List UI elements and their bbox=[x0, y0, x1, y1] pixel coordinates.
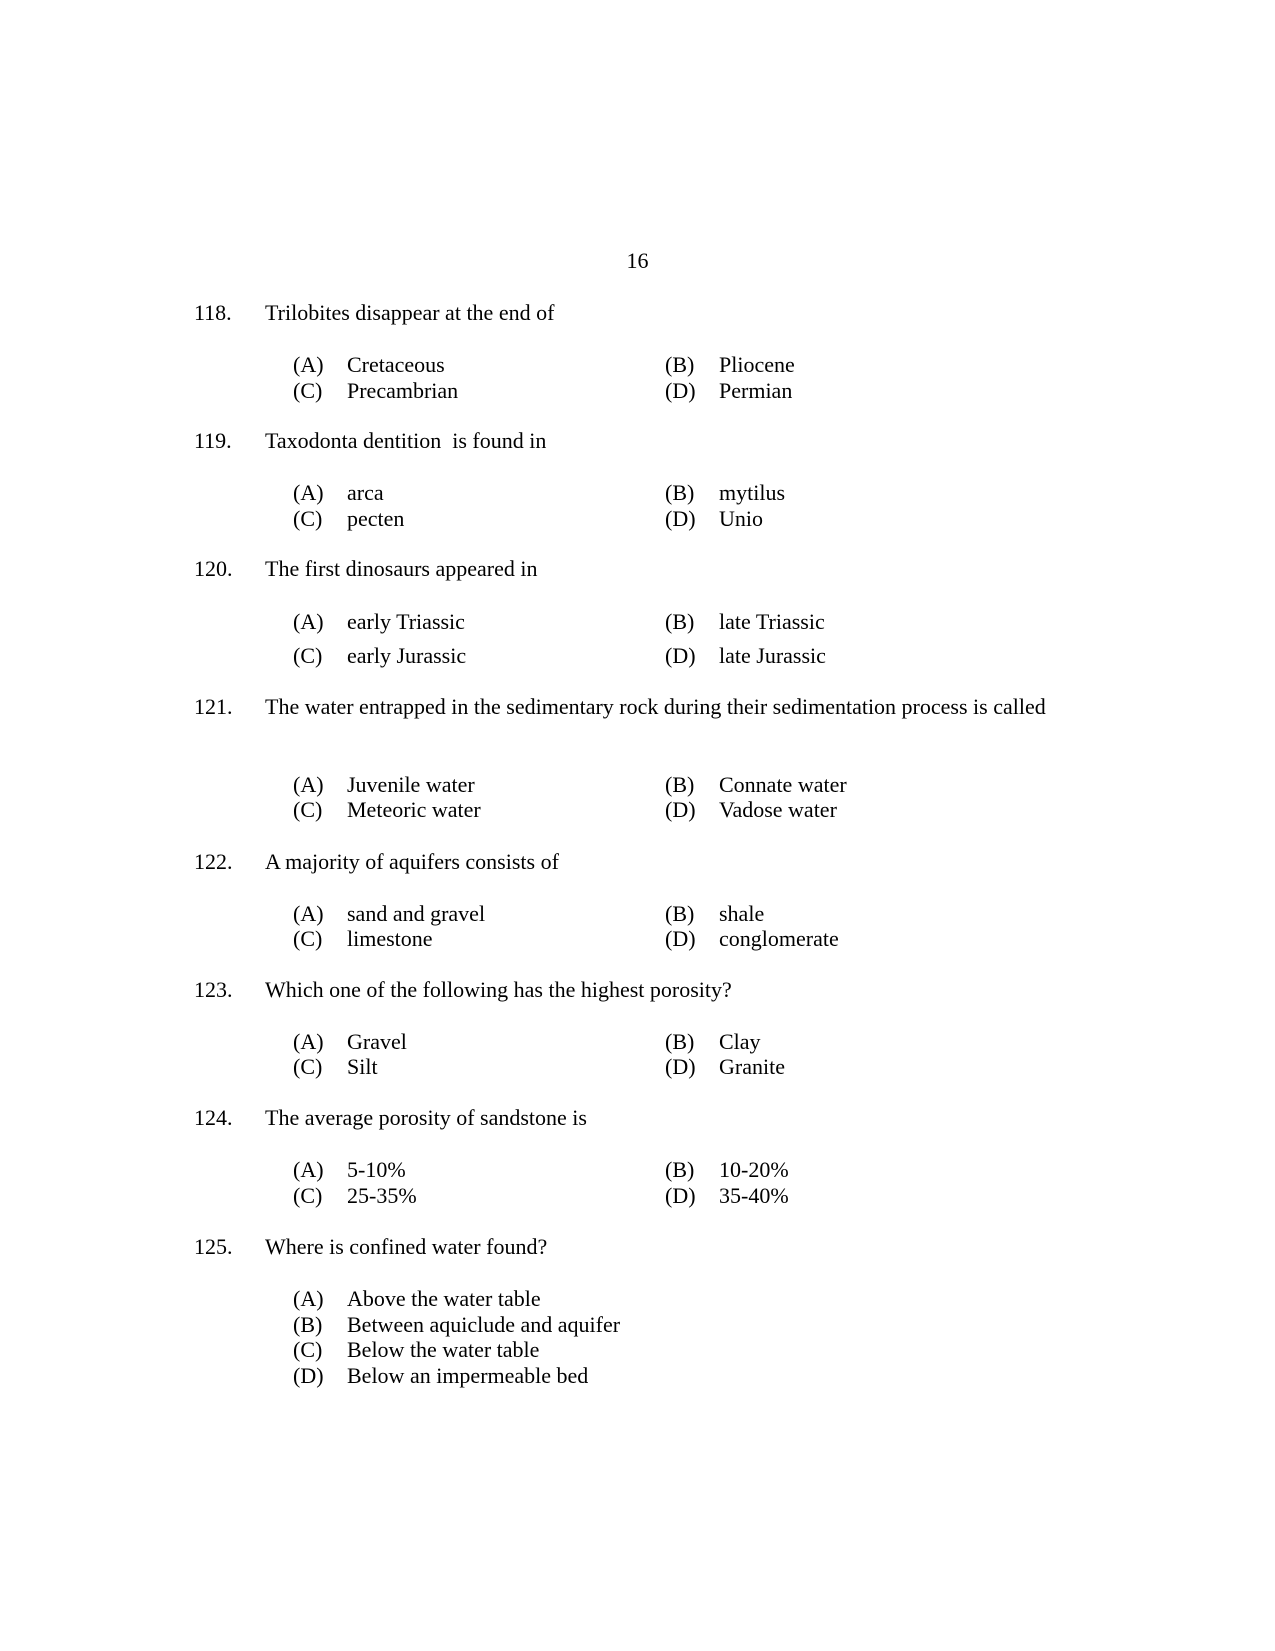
question-text: Taxodonta dentition is found in bbox=[265, 428, 547, 453]
option-label: (C) bbox=[293, 1337, 323, 1362]
question-number: 120. bbox=[194, 556, 233, 581]
option-label: (A) bbox=[293, 1286, 324, 1311]
option-label: (D) bbox=[293, 1363, 324, 1388]
page-number: 16 bbox=[626, 248, 649, 273]
option-text: sand and gravel bbox=[347, 901, 486, 926]
option-text: Above the water table bbox=[347, 1286, 541, 1311]
option-text: Below the water table bbox=[347, 1337, 540, 1362]
option-text: Pliocene bbox=[719, 352, 795, 377]
option-text: pecten bbox=[347, 506, 405, 531]
option-text: late Triassic bbox=[719, 609, 825, 634]
question-number: 125. bbox=[194, 1234, 233, 1259]
question-number: 119. bbox=[194, 428, 232, 453]
option-text: Below an impermeable bed bbox=[347, 1363, 589, 1388]
option-label: (A) bbox=[293, 352, 324, 377]
option-label: (A) bbox=[293, 480, 324, 505]
option-label: (B) bbox=[665, 609, 695, 634]
question-text: A majority of aquifers consists of bbox=[265, 849, 559, 874]
question-text: Which one of the following has the highest porosity? bbox=[265, 977, 732, 1002]
option-text: Unio bbox=[719, 506, 763, 531]
option-label: (C) bbox=[293, 643, 323, 668]
question-text: Where is confined water found? bbox=[265, 1234, 548, 1259]
option-text: Granite bbox=[719, 1054, 785, 1079]
option-text: 5-10% bbox=[347, 1157, 406, 1182]
question-number: 123. bbox=[194, 977, 233, 1002]
option-label: (C) bbox=[293, 1183, 323, 1208]
option-text: Meteoric water bbox=[347, 797, 481, 822]
question-text: The water entrapped in the sedimentary rock during their sedimentation process is called bbox=[265, 694, 1046, 719]
option-text: Cretaceous bbox=[347, 352, 445, 377]
option-text: Gravel bbox=[347, 1029, 407, 1054]
option-text: Between aquiclude and aquifer bbox=[347, 1312, 621, 1337]
question-text: The first dinosaurs appeared in bbox=[265, 556, 538, 581]
option-text: 35-40% bbox=[719, 1183, 789, 1208]
option-text: 10-20% bbox=[719, 1157, 789, 1182]
option-label: (D) bbox=[665, 926, 696, 951]
option-label: (A) bbox=[293, 901, 324, 926]
option-text: Clay bbox=[719, 1029, 761, 1054]
option-label: (C) bbox=[293, 926, 323, 951]
option-label: (D) bbox=[665, 378, 696, 403]
option-label: (D) bbox=[665, 1183, 696, 1208]
option-label: (B) bbox=[665, 1029, 695, 1054]
option-text: early Triassic bbox=[347, 609, 465, 634]
question-text: Trilobites disappear at the end of bbox=[265, 300, 555, 325]
option-text: Vadose water bbox=[719, 797, 837, 822]
option-label: (B) bbox=[665, 352, 695, 377]
question-number: 122. bbox=[194, 849, 233, 874]
option-text: shale bbox=[719, 901, 765, 926]
option-label: (A) bbox=[293, 1157, 324, 1182]
option-text: late Jurassic bbox=[719, 643, 826, 668]
option-label: (B) bbox=[665, 772, 695, 797]
option-label: (A) bbox=[293, 609, 324, 634]
option-text: limestone bbox=[347, 926, 433, 951]
option-text: Juvenile water bbox=[347, 772, 475, 797]
question-text: The average porosity of sandstone is bbox=[265, 1105, 587, 1130]
option-label: (D) bbox=[665, 643, 696, 668]
option-label: (D) bbox=[665, 1054, 696, 1079]
option-label: (B) bbox=[665, 901, 695, 926]
question-number: 118. bbox=[194, 300, 232, 325]
option-label: (A) bbox=[293, 1029, 324, 1054]
option-label: (A) bbox=[293, 772, 324, 797]
option-text: Connate water bbox=[719, 772, 847, 797]
option-text: early Jurassic bbox=[347, 643, 467, 668]
option-label: (C) bbox=[293, 506, 323, 531]
option-label: (B) bbox=[665, 1157, 695, 1182]
option-label: (C) bbox=[293, 797, 323, 822]
option-label: (C) bbox=[293, 1054, 323, 1079]
question-number: 121. bbox=[194, 694, 233, 719]
option-text: Permian bbox=[719, 378, 793, 403]
option-label: (D) bbox=[665, 797, 696, 822]
option-text: Silt bbox=[347, 1054, 378, 1079]
option-text: conglomerate bbox=[719, 926, 839, 951]
option-label: (B) bbox=[293, 1312, 323, 1337]
option-text: mytilus bbox=[719, 480, 786, 505]
option-text: arca bbox=[347, 480, 384, 505]
option-label: (D) bbox=[665, 506, 696, 531]
option-text: Precambrian bbox=[347, 378, 459, 403]
option-label: (C) bbox=[293, 378, 323, 403]
option-text: 25-35% bbox=[347, 1183, 417, 1208]
question-number: 124. bbox=[194, 1105, 233, 1130]
option-label: (B) bbox=[665, 480, 695, 505]
